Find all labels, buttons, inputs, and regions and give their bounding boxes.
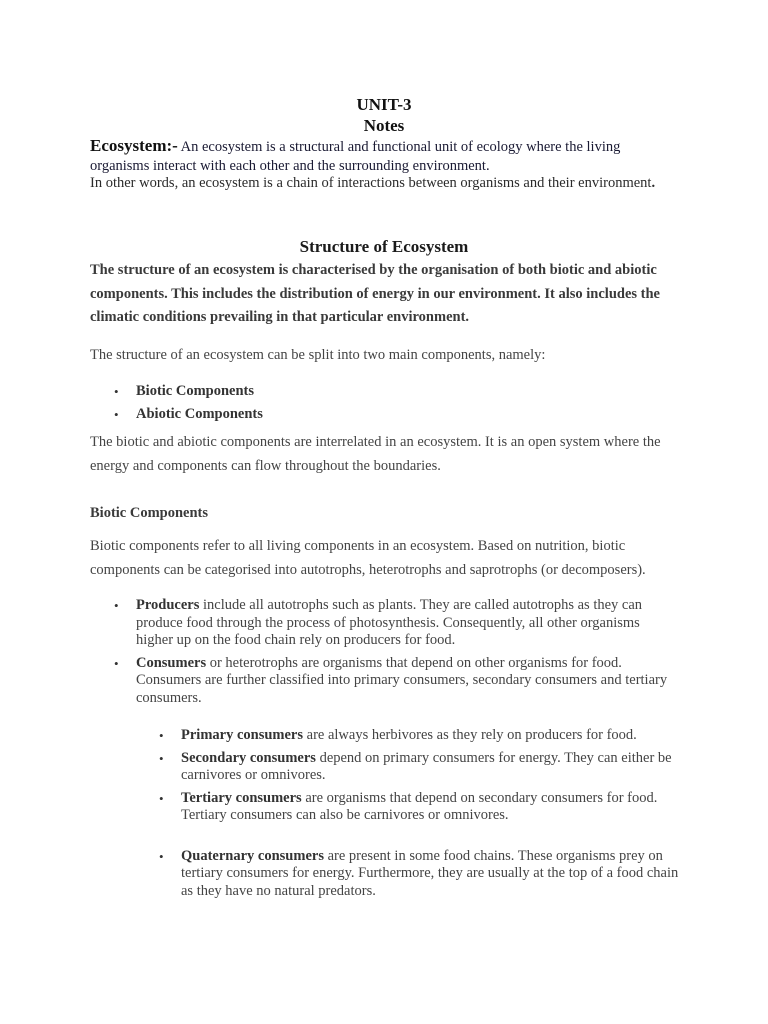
definition-text: An ecosystem is a structural and functional unit of ecology where the living organisms interact with each other and the surrounding environment. — [90, 139, 621, 174]
item-text: are always herbivores as they rely on producers for food. — [303, 727, 637, 743]
bullet-icon: • — [159, 728, 164, 743]
component-abiotic: Abiotic Components — [136, 406, 263, 422]
biotic-heading: Biotic Components — [90, 505, 209, 521]
unit-title: UNIT-3 — [356, 95, 412, 114]
item-term: Producers — [136, 597, 200, 613]
item-term: Primary consumers — [181, 727, 304, 743]
bullet-icon: • — [114, 598, 119, 613]
ecosystem-definition — [90, 136, 680, 176]
structure-heading: Structure of Ecosystem — [299, 237, 469, 256]
list-item — [159, 749, 681, 785]
list-item — [159, 727, 681, 745]
item-term: Consumers — [136, 654, 207, 671]
list-item — [159, 847, 681, 901]
bullet-icon: • — [114, 655, 119, 671]
bullet-icon: • — [159, 750, 164, 766]
bullet-icon: • — [114, 407, 119, 422]
item-text: or heterotrophs are organisms that depend on other organisms for food. Consumers are further classified into primary consumers, secondary consumers and tertiary consumers. — [136, 654, 668, 706]
component-biotic: Biotic Components — [136, 383, 255, 399]
open-system-para: The biotic and abiotic components are interrelated in an ecosystem. It is an open system where the energy and components can flow throughout the boundaries. — [90, 434, 661, 474]
bullet-icon: • — [159, 848, 164, 864]
bullet-icon: • — [159, 790, 164, 806]
item-text: include all autotrophs such as plants. They are called autotrophs as they can produce food through the process of photosynthesis. Consequently, all other organisms higher up on the food chain rely on producers for food. — [136, 597, 643, 648]
list-item — [114, 597, 676, 650]
structure-split-para: The structure of an ecosystem can be split into two main components, namely: — [90, 347, 546, 363]
item-term: Secondary consumers — [181, 749, 316, 766]
list-item — [114, 654, 676, 708]
item-text: depend on primary consumers for energy. They can either be carnivores or omnivores. — [181, 749, 672, 783]
list-item — [114, 380, 676, 403]
structure-bold-para: The structure of an ecosystem is characterised by the organisation of both biotic and abiotic components. This includes the distribution of energy in our environment. It also includes the climatic conditions prevailing in that particular environment. — [90, 262, 660, 325]
biotic-list — [114, 597, 676, 707]
list-item — [159, 789, 681, 825]
item-text: are present in some food chains. These organisms prey on tertiary consumers for energy. Furthermore, they are usually at the top of a food chain as they have no natural predators. — [181, 847, 679, 899]
item-term: Quaternary consumers — [181, 847, 324, 864]
other-words-period: . — [651, 175, 656, 191]
item-text: are organisms that depend on secondary consumers for food. Tertiary consumers can also be carnivores or omnivores. — [181, 789, 658, 823]
other-words-text: In other words, an ecosystem is a chain of interactions between organisms and their environment — [90, 175, 652, 191]
biotic-para: Biotic components refer to all living components in an ecosystem. Based on nutrition, biotic components can be categorised into autotrophs, heterotrophs and saprotrophs (or decomposers). — [90, 538, 646, 578]
consumer-list — [159, 727, 681, 900]
item-term: Tertiary consumers — [181, 789, 302, 806]
component-list — [114, 380, 676, 426]
ecosystem-term: Ecosystem:- — [90, 136, 178, 155]
list-item — [114, 403, 676, 426]
other-words-para — [90, 173, 680, 194]
bullet-icon: • — [114, 384, 119, 399]
notes-title: Notes — [363, 116, 405, 135]
